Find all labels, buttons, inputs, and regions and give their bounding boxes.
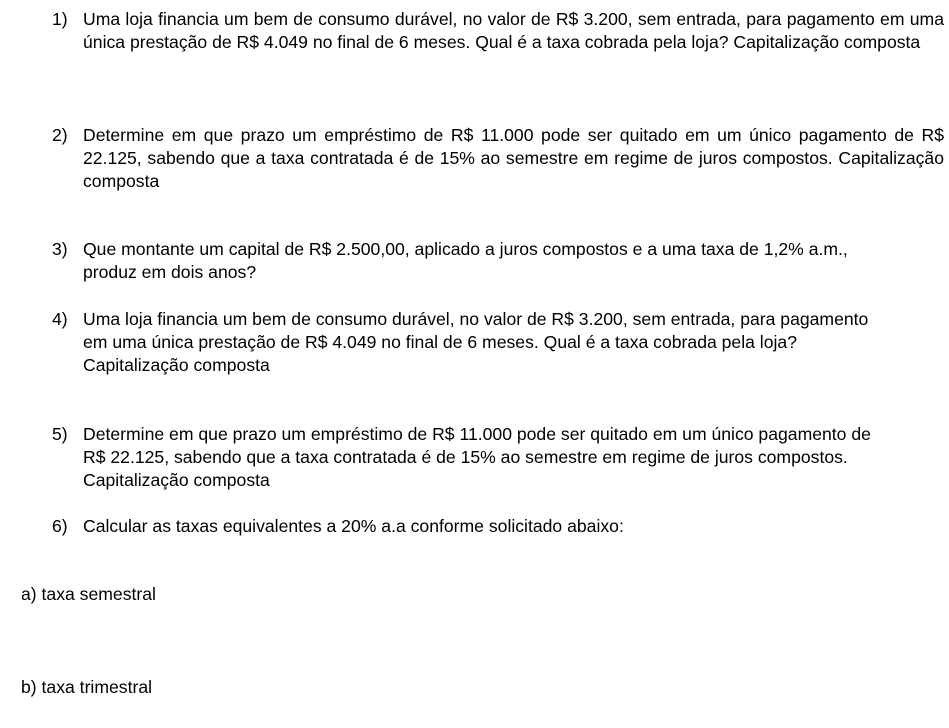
question-text: Que montante um capital de R$ 2.500,00, aplicado a juros compostos e a uma taxa de 1,2% a.m., produz em dois anos?: [83, 239, 848, 282]
sub-item-a: a) taxa semestral: [21, 584, 156, 604]
question-number: 1): [52, 9, 68, 29]
sub-item-b: b) taxa trimestral: [21, 677, 153, 697]
question-text: Determine em que prazo um empréstimo de R$ 11.000 pode ser quitado em um único pagamento de R$ 22.125, sabendo que a taxa contratada é de 15% ao semestre em regime de juros compostos. Capitalização composta: [83, 125, 944, 191]
question-number: 2): [52, 125, 68, 145]
question-number: 3): [52, 239, 68, 259]
question-text: Determine em que prazo um empréstimo de R$ 11.000 pode ser quitado em um único pagamento de R$ 22.125, sabendo que a taxa contratada é de 15% ao semestre em regime de juros compostos. Capitalização composta: [83, 424, 871, 490]
question-text: Calcular as taxas equivalentes a 20% a.a conforme solicitado abaixo:: [83, 516, 624, 536]
question-number: 5): [52, 424, 68, 444]
question-number: 6): [52, 516, 68, 536]
question-text: Uma loja financia um bem de consumo durável, no valor de R$ 3.200, sem entrada, para pagamento em uma única prestação de R$ 4.049 no final de 6 meses. Qual é a taxa cobrada pela loja? Capitalização composta: [83, 9, 944, 52]
question-number: 4): [52, 309, 68, 329]
question-text: Uma loja financia um bem de consumo durável, no valor de R$ 3.200, sem entrada, para pagamento em uma única prestação de R$ 4.049 no final de 6 meses. Qual é a taxa cobrada pela loja? Capitalização composta: [83, 309, 869, 375]
